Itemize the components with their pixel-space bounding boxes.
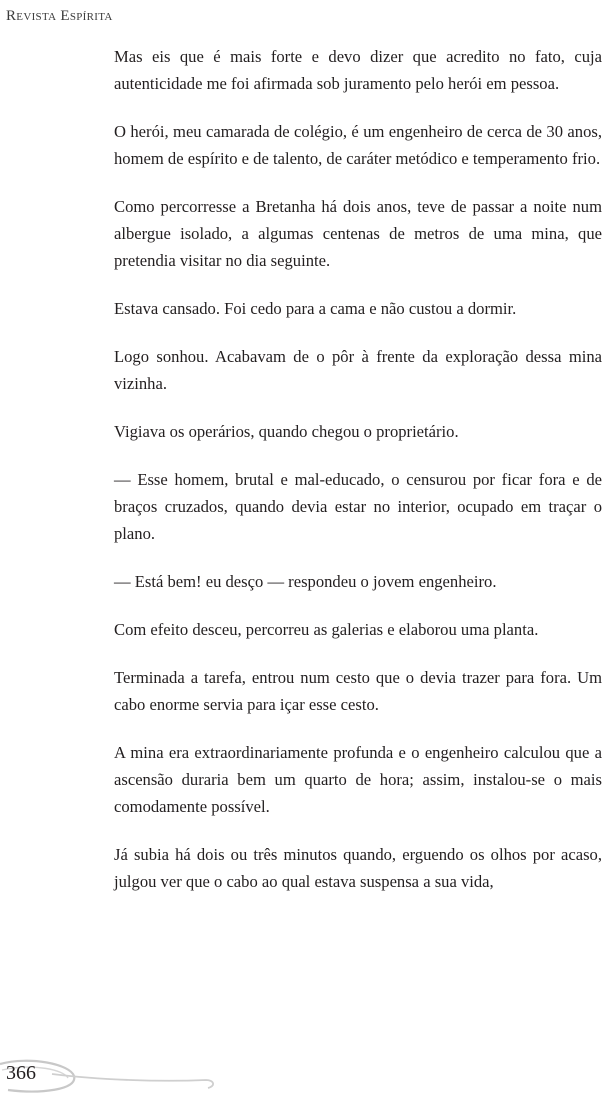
paragraph: A mina era extraordinariamente profunda e o engenheiro calculou que a ascensão duraria bem um quarto de hora; assim, instalou-se o mais comodamente possível. (114, 743, 602, 816)
paragraph: Vigiava os operários, quando chegou o proprietário. (114, 422, 459, 441)
body-text (114, 43, 602, 916)
paragraph: Terminada a tarefa, entrou num cesto que o devia trazer para fora. Um cabo enorme servia para içar esse cesto. (114, 668, 602, 714)
paragraph: — Esse homem, brutal e mal-educado, o censurou por ficar fora e de braços cruzados, quando devia estar no interior, ocupado em traçar o plano. (114, 470, 602, 543)
paragraph: Já subia há dois ou três minutos quando, erguendo os olhos por acaso, julgou ver que o cabo ao qual estava suspensa a sua vida, (114, 845, 602, 891)
paragraph: Como percorresse a Bretanha há dois anos, teve de passar a noite num albergue isolado, a algumas centenas de metros de uma mina, que pretendia visitar no dia seguinte. (114, 197, 602, 270)
paragraph: Estava cansado. Foi cedo para a cama e não custou a dormir. (114, 299, 517, 318)
paragraph: Com efeito desceu, percorreu as galerias e elaborou uma planta. (114, 620, 539, 639)
running-header: Revista Espírita (6, 8, 113, 24)
paragraph: O herói, meu camarada de colégio, é um engenheiro de cerca de 30 anos, homem de espírito e de talento, de caráter metódico e temperamento frio. (114, 122, 602, 168)
paragraph: — Está bem! eu desço — respondeu o jovem engenheiro. (114, 572, 497, 591)
paragraph: Mas eis que é mais forte e devo dizer que acredito no fato, cuja autenticidade me foi afirmada sob juramento pelo herói em pessoa. (114, 47, 602, 93)
page-number: 366 (6, 1062, 36, 1084)
paragraph: Logo sonhou. Acabavam de o pôr à frente da exploração dessa mina vizinha. (114, 347, 602, 393)
